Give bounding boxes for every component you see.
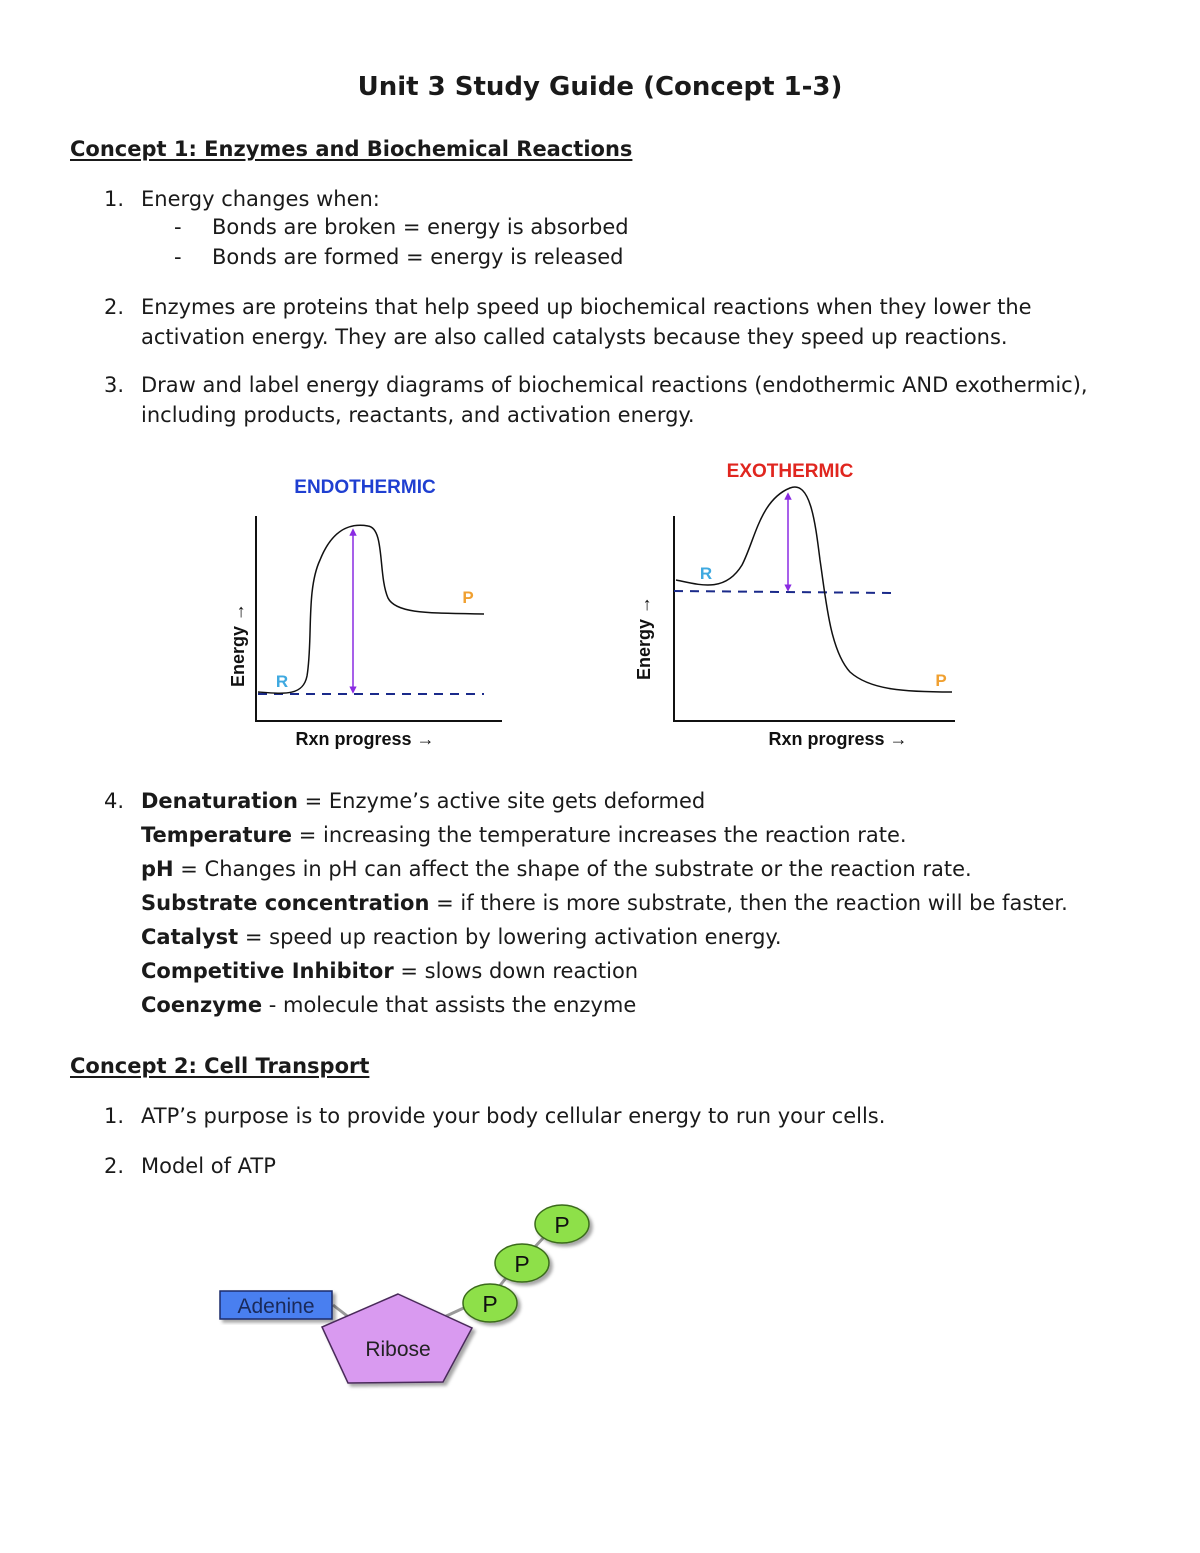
definition-temperature xyxy=(141,823,907,847)
definition-term: Substrate concentration xyxy=(141,891,430,915)
definition-substrate-concentration xyxy=(141,891,1068,915)
diagram-instruction-line-2: including products, reactants, and activation energy. xyxy=(141,403,695,427)
phosphate-3 xyxy=(535,1205,589,1243)
definition-text: - molecule that assists the enzyme xyxy=(262,993,637,1017)
diagram-instruction-line-1: Draw and label energy diagrams of biochemical reactions (endothermic AND exothermic), xyxy=(141,373,1088,397)
concept-1-heading: Concept 1: Enzymes and Biochemical Reactions xyxy=(70,137,633,161)
definition-denaturation xyxy=(141,789,705,813)
definition-term: pH xyxy=(141,857,174,881)
bonds-broken-text: Bonds are broken = energy is absorbed xyxy=(212,215,629,239)
bonds-formed-text: Bonds are formed = energy is released xyxy=(212,245,624,269)
bullet-dash: - xyxy=(174,245,182,269)
phosphate-label: P xyxy=(514,1251,530,1277)
definition-catalyst xyxy=(141,925,782,949)
definition-term: Denaturation xyxy=(141,789,298,813)
rxn-progress-label: Rxn progress → xyxy=(768,729,908,749)
definition-term: Competitive Inhibitor xyxy=(141,959,394,983)
endothermic-curve xyxy=(258,525,484,693)
reactant-energy-line xyxy=(674,591,895,593)
definition-text: = increasing the temperature increases the reaction rate. xyxy=(292,823,907,847)
energy-axis-label: Energy → xyxy=(634,595,654,681)
endothermic-title: ENDOTHERMIC xyxy=(294,477,436,498)
enzymes-line-2: activation energy. They are also called catalysts because they speed up reactions. xyxy=(141,325,1008,349)
ribose-label: Ribose xyxy=(365,1338,431,1361)
definition-term: Temperature xyxy=(141,823,293,847)
item-number: 2. xyxy=(104,295,125,319)
page-title: Unit 3 Study Guide (Concept 1-3) xyxy=(357,72,843,102)
definition-coenzyme xyxy=(141,993,636,1017)
energy-diagrams xyxy=(0,440,1200,770)
rxn-progress-label: Rxn progress → xyxy=(295,729,435,749)
concept-2-heading: Concept 2: Cell Transport xyxy=(70,1054,370,1078)
product-label: P xyxy=(462,588,474,607)
definition-term: Catalyst xyxy=(141,925,239,949)
bullet-dash: - xyxy=(174,215,182,239)
energy-axis-label: Energy → xyxy=(228,602,248,688)
atp-model-diagram xyxy=(0,1195,1200,1395)
definition-text: = Enzyme’s active site gets deformed xyxy=(297,789,706,813)
atp-model-text: Model of ATP xyxy=(141,1154,276,1178)
item-number: 2. xyxy=(104,1154,125,1178)
definition-term: Coenzyme xyxy=(141,993,263,1017)
definition-competitive-inhibitor xyxy=(141,959,638,983)
phosphate-1 xyxy=(463,1284,517,1322)
exothermic-diagram xyxy=(634,461,955,749)
definition-text: = slows down reaction xyxy=(393,959,639,983)
exothermic-curve xyxy=(676,487,952,692)
phosphate-label: P xyxy=(482,1291,498,1317)
energy-changes-text: Energy changes when: xyxy=(141,187,380,211)
enzymes-line-1: Enzymes are proteins that help speed up biochemical reactions when they lower the xyxy=(141,295,1032,319)
endothermic-diagram xyxy=(228,477,502,749)
exothermic-title: EXOTHERMIC xyxy=(726,461,854,482)
definition-text: = if there is more substrate, then the reaction will be faster. xyxy=(429,891,1068,915)
reactant-label: R xyxy=(275,672,289,691)
product-label: P xyxy=(935,671,947,690)
definition-text: = Changes in pH can affect the shape of the substrate or the reaction rate. xyxy=(173,857,972,881)
definition-ph xyxy=(141,857,972,881)
atp-purpose-text: ATP’s purpose is to provide your body cellular energy to run your cells. xyxy=(141,1104,886,1128)
reactant-label: R xyxy=(699,564,713,583)
item-number: 1. xyxy=(104,1104,125,1128)
phosphate-label: P xyxy=(554,1212,570,1238)
item-number: 4. xyxy=(104,789,125,813)
item-number: 3. xyxy=(104,373,125,397)
definition-text: = speed up reaction by lowering activation energy. xyxy=(238,925,782,949)
phosphate-2 xyxy=(495,1244,549,1282)
adenine-label: Adenine xyxy=(237,1295,315,1318)
item-number: 1. xyxy=(104,187,125,211)
